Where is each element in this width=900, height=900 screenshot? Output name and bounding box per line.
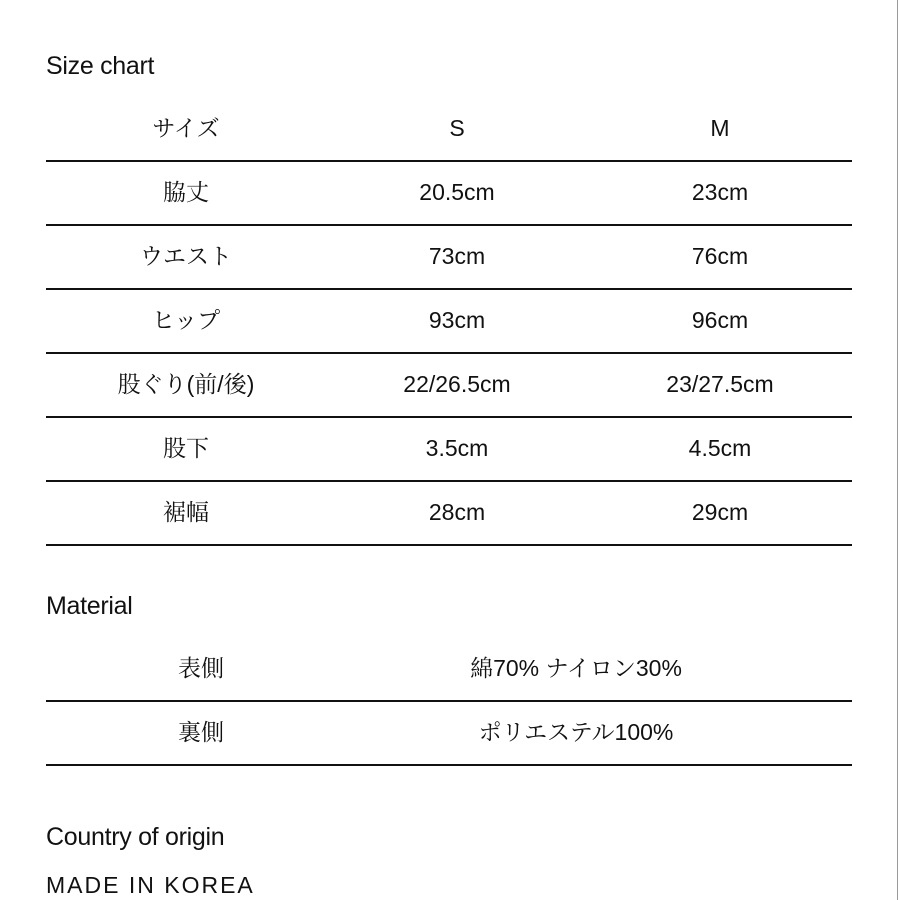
row-label: ヒップ bbox=[151, 307, 221, 333]
row-s-value: 20.5cm bbox=[419, 179, 495, 205]
size-header-s: S bbox=[449, 115, 465, 141]
origin-heading: Country of origin bbox=[46, 823, 225, 851]
table-row bbox=[46, 162, 852, 226]
material-value: ポリエステル100% bbox=[478, 719, 674, 745]
row-m-value: 96cm bbox=[691, 307, 749, 333]
row-s-value: 3.5cm bbox=[425, 435, 489, 461]
size-header-m: M bbox=[710, 115, 730, 141]
row-s-value: 22/26.5cm bbox=[403, 371, 511, 397]
material-label: 表側 bbox=[178, 655, 224, 681]
table-row bbox=[46, 638, 852, 702]
size-chart-table bbox=[46, 98, 852, 546]
size-header-row bbox=[46, 98, 852, 162]
table-row bbox=[46, 702, 852, 766]
row-m-value: 76cm bbox=[691, 243, 749, 269]
material-value: 綿70% ナイロン30% bbox=[470, 655, 682, 681]
table-row bbox=[46, 418, 852, 482]
row-m-value: 29cm bbox=[691, 499, 749, 525]
table-row bbox=[46, 290, 852, 354]
origin-value: MADE IN KOREA bbox=[46, 872, 255, 898]
material-heading: Material bbox=[46, 592, 133, 620]
row-label: ウエスト bbox=[140, 243, 232, 269]
material-label: 裏側 bbox=[178, 719, 224, 745]
material-table bbox=[46, 638, 852, 766]
row-label: 裾幅 bbox=[163, 499, 209, 525]
size-header-label: サイズ bbox=[152, 115, 220, 141]
table-row bbox=[46, 482, 852, 546]
row-m-value: 4.5cm bbox=[688, 435, 752, 461]
row-s-value: 73cm bbox=[428, 243, 486, 269]
row-label: 股下 bbox=[163, 435, 209, 461]
row-s-value: 93cm bbox=[428, 307, 486, 333]
table-row bbox=[46, 354, 852, 418]
table-row bbox=[46, 226, 852, 290]
size-chart-heading: Size chart bbox=[46, 52, 155, 80]
row-label: 股ぐり(前/後) bbox=[117, 371, 255, 397]
row-m-value: 23/27.5cm bbox=[666, 371, 774, 397]
page-edge-divider bbox=[897, 0, 898, 900]
row-label: 脇丈 bbox=[163, 179, 209, 205]
row-m-value: 23cm bbox=[691, 179, 749, 205]
row-s-value: 28cm bbox=[428, 499, 486, 525]
